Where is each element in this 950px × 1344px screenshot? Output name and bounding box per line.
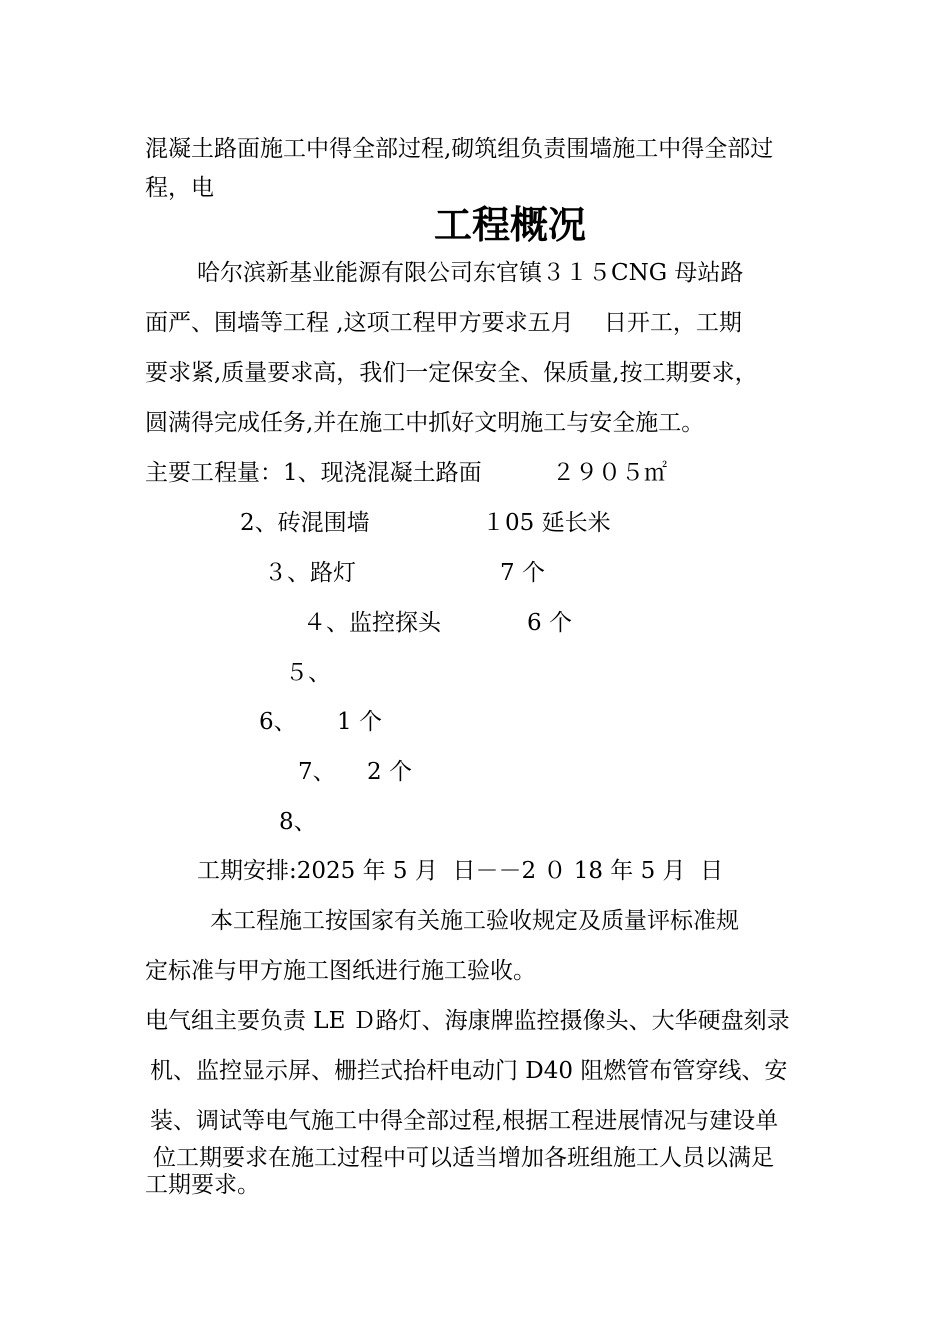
electrical-line-2: 机、监控显示屏、栅拦式抬杆电动门 D40 阻燃管布管穿线、安: [150, 1058, 788, 1084]
electrical-line-3: 装、调试等电气施工中得全部过程,根据工程进展情况与建设单: [150, 1108, 779, 1134]
quantity-label-7: 7、: [298, 759, 336, 785]
overview-line-4: 圆满得完成任务,并在施工中抓好文明施工与安全施工。: [145, 410, 705, 436]
electrical-line-1: 电气组主要负责 LE Ｄ路灯、海康牌监控摄像头、大华硬盘刻录: [145, 1008, 790, 1034]
quantity-value-6: 1 个: [337, 709, 382, 735]
intro-line-2: 程，电: [145, 175, 214, 201]
overview-line-2: 面严、围墙等工程 ,这项工程甲方要求五月 日开工，工期: [145, 310, 742, 336]
schedule-line: 工期安排:2025 年 5 月 日－－2 ０ 18 年 5 月 日: [197, 858, 724, 884]
overview-line-3: 要求紧,质量要求高，我们一定保安全、保质量,按工期要求，: [145, 360, 758, 386]
electrical-line-5: 工期要求。: [145, 1172, 260, 1198]
quantity-label-4: ４、监控探头: [303, 610, 441, 636]
quantity-value-3: 7 个: [500, 560, 545, 586]
quantity-value-1: ２９０５㎡: [552, 460, 667, 486]
quantity-label-2: 2、砖混围墙: [240, 510, 370, 536]
quantity-value-2: １05 延长米: [482, 510, 611, 536]
quantity-value-7: 2 个: [367, 759, 412, 785]
acceptance-line-2: 定标准与甲方施工图纸进行施工验收。: [145, 958, 536, 984]
quantity-label-3: ３、路灯: [264, 560, 356, 586]
overview-line-1: 哈尔滨新基业能源有限公司东官镇３１５CNG 母站路: [197, 260, 744, 286]
quantity-label-8: 8、: [279, 809, 317, 835]
electrical-line-4: 位工期要求在施工过程中可以适当增加各班组施工人员以满足: [153, 1145, 774, 1171]
section-title: 工程概况: [433, 202, 586, 247]
acceptance-line-1: 本工程施工按国家有关施工验收规定及质量评标准规: [210, 908, 739, 934]
quantity-label-6: 6、: [259, 709, 297, 735]
quantities-heading: 主要工程量：1、现浇混凝土路面: [145, 460, 482, 486]
quantity-value-4: 6 个: [527, 610, 572, 636]
intro-line-1: 混凝土路面施工中得全部过程,砌筑组负责围墙施工中得全部过: [145, 136, 774, 162]
quantity-label-5: ５、: [285, 660, 331, 686]
